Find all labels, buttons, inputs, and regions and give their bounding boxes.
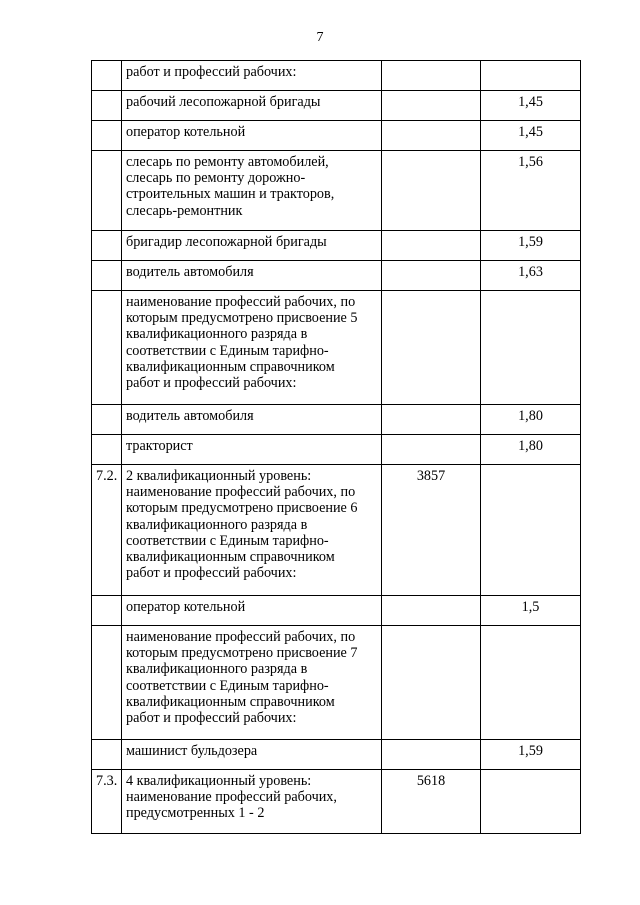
row-number-cell [92, 435, 122, 465]
row-number-cell [92, 596, 122, 626]
row-name-text: работ и профессий рабочих: [126, 64, 297, 80]
table-row [92, 121, 581, 151]
row-name-cell [122, 121, 382, 151]
row-name-cell [122, 151, 382, 231]
row-number-cell [92, 770, 122, 834]
row-coefficient-cell [481, 261, 581, 291]
row-name-cell [122, 231, 382, 261]
row-name-text: наименование профессий рабочих, по которым предусмотрено присвоение 7 квалификационного разряда в соответствии с Единым тарифно- квалификационным справочником работ и профессий рабочих: [126, 629, 358, 727]
row-name-text: рабочий лесопожарной бригады [126, 94, 321, 110]
row-rate-cell [382, 465, 481, 596]
row-coefficient-text: 1,5 [521, 599, 540, 615]
row-coefficient-text: 1,56 [518, 154, 543, 170]
row-rate-cell [382, 231, 481, 261]
row-coefficient-text: 1,80 [518, 438, 543, 454]
row-name-text: водитель автомобиля [126, 264, 254, 280]
row-number-cell [92, 261, 122, 291]
page-number: 7 [316, 30, 324, 45]
table-row [92, 740, 581, 770]
positions-table [91, 60, 581, 834]
row-rate-cell [382, 121, 481, 151]
row-number-cell [92, 231, 122, 261]
row-name-cell [122, 261, 382, 291]
row-number-text: 7.3. [96, 773, 118, 789]
row-rate-cell [382, 626, 481, 740]
row-rate-cell [382, 596, 481, 626]
row-rate-text: 5618 [416, 773, 446, 789]
row-coefficient-text: 1,63 [518, 264, 543, 280]
row-rate-cell [382, 770, 481, 834]
row-coefficient-cell [481, 740, 581, 770]
table-row [92, 91, 581, 121]
row-rate-cell [382, 151, 481, 231]
row-coefficient-text: 1,59 [518, 234, 543, 250]
row-rate-cell [382, 291, 481, 405]
row-name-text: тракторист [126, 438, 193, 454]
table-row [92, 261, 581, 291]
row-number-cell [92, 61, 122, 91]
row-name-text: оператор котельной [126, 124, 246, 140]
table-row [92, 151, 581, 231]
table-row [92, 291, 581, 405]
row-coefficient-cell [481, 405, 581, 435]
row-rate-cell [382, 91, 481, 121]
row-name-cell [122, 596, 382, 626]
row-name-cell [122, 770, 382, 834]
row-number-cell [92, 740, 122, 770]
row-name-cell [122, 91, 382, 121]
row-coefficient-text: 1,45 [518, 124, 543, 140]
row-rate-cell [382, 61, 481, 91]
row-rate-cell [382, 405, 481, 435]
table-row [92, 435, 581, 465]
row-rate-cell [382, 740, 481, 770]
row-coefficient-text: 1,45 [518, 94, 543, 110]
row-name-cell [122, 291, 382, 405]
row-name-cell [122, 435, 382, 465]
row-coefficient-cell [481, 596, 581, 626]
row-coefficient-cell [481, 435, 581, 465]
row-name-cell [122, 740, 382, 770]
row-number-cell [92, 91, 122, 121]
row-coefficient-text: 1,80 [518, 408, 543, 424]
table-row [92, 61, 581, 91]
row-name-text: оператор котельной [126, 599, 246, 615]
row-number-cell [92, 465, 122, 596]
row-rate-cell [382, 435, 481, 465]
row-number-cell [92, 405, 122, 435]
row-coefficient-text: 1,59 [518, 743, 543, 759]
row-number-text: 7.2. [96, 468, 118, 484]
row-name-cell [122, 626, 382, 740]
table-row [92, 626, 581, 740]
row-name-cell [122, 405, 382, 435]
row-number-cell [92, 121, 122, 151]
row-rate-text: 3857 [416, 468, 446, 484]
table-body [92, 61, 581, 834]
row-number-cell [92, 626, 122, 740]
row-coefficient-cell [481, 291, 581, 405]
row-coefficient-cell [481, 231, 581, 261]
row-name-text: машинист бульдозера [126, 743, 258, 759]
row-coefficient-cell [481, 61, 581, 91]
table-row [92, 770, 581, 834]
row-name-text: бригадир лесопожарной бригады [126, 234, 327, 250]
row-name-text: 4 квалификационный уровень: наименование профессий рабочих, предусмотренных 1 - 2 [126, 773, 337, 822]
row-number-cell [92, 151, 122, 231]
row-name-cell [122, 465, 382, 596]
table-row [92, 596, 581, 626]
row-name-text: наименование профессий рабочих, по которым предусмотрено присвоение 5 квалификационного разряда в соответствии с Единым тарифно- квалификационным справочником работ и профессий рабочих: [126, 294, 358, 392]
row-coefficient-cell [481, 91, 581, 121]
row-name-text: слесарь по ремонту автомобилей, слесарь по ремонту дорожно- строительных машин и тракторов, слесарь-ремонтник [126, 154, 335, 219]
table-row [92, 465, 581, 596]
row-name-text: 2 квалификационный уровень: наименование профессий рабочих, по которым предусмотрено присвоение 6 квалификационного разряда в соответствии с Единым тарифно- квалификационным справочником работ и профессий рабочих: [126, 468, 358, 582]
table-row [92, 405, 581, 435]
row-coefficient-cell [481, 121, 581, 151]
row-name-text: водитель автомобиля [126, 408, 254, 424]
table-row [92, 231, 581, 261]
row-name-cell [122, 61, 382, 91]
row-coefficient-cell [481, 465, 581, 596]
row-coefficient-cell [481, 770, 581, 834]
row-coefficient-cell [481, 626, 581, 740]
row-rate-cell [382, 261, 481, 291]
row-coefficient-cell [481, 151, 581, 231]
row-number-cell [92, 291, 122, 405]
